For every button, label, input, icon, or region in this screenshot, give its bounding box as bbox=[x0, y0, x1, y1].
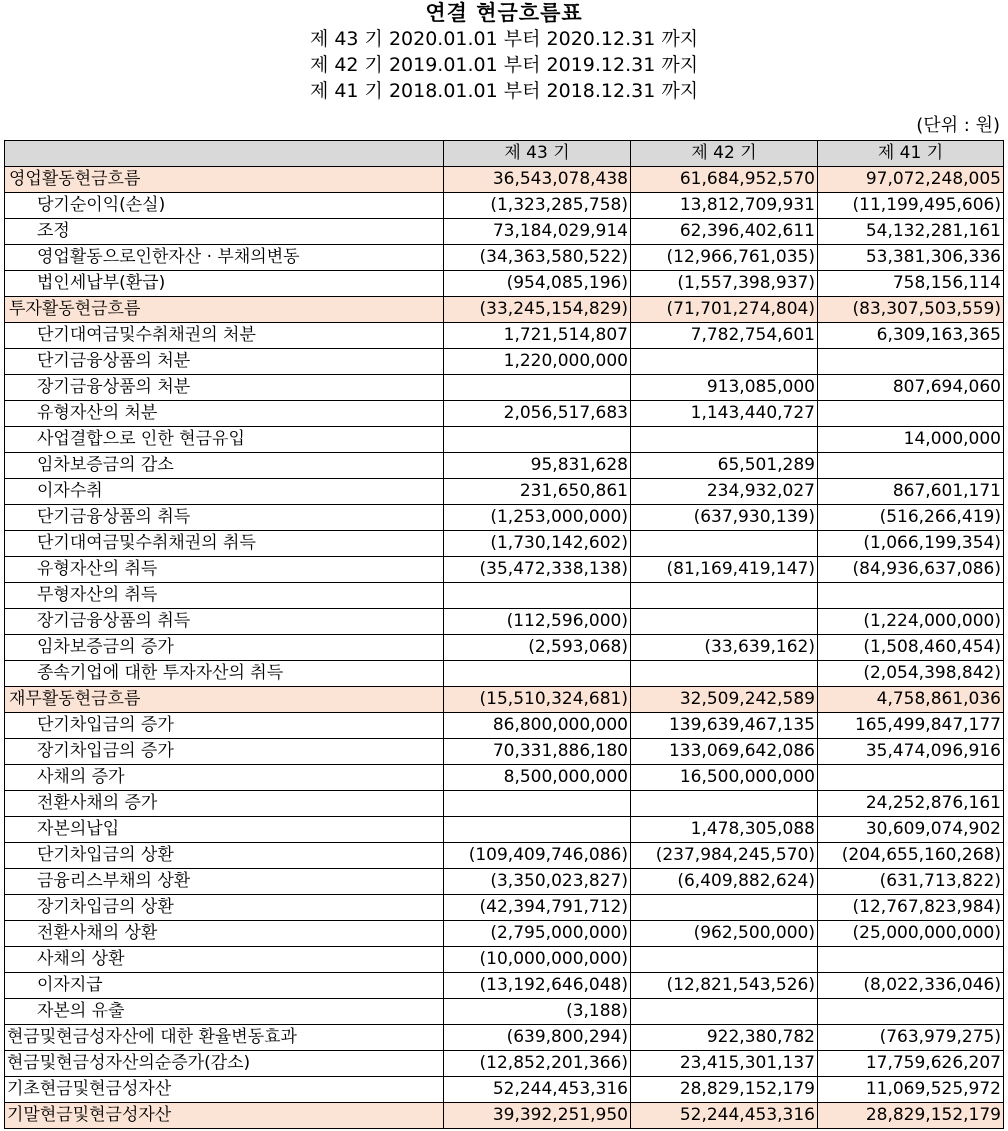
value-cell-43: 70,331,886,180 bbox=[444, 739, 631, 765]
value-cell-43: (639,800,294) bbox=[444, 1025, 631, 1051]
value-cell-41: 28,829,152,179 bbox=[818, 1103, 1004, 1129]
header-period-41: 제 41 기 bbox=[818, 141, 1004, 167]
table-row bbox=[5, 713, 1004, 739]
row-label: 장기금융상품의 처분 bbox=[5, 375, 444, 401]
cash-flow-table bbox=[4, 140, 1004, 1129]
period-line-43: 제 43 기 2020.01.01 부터 2020.12.31 까지 bbox=[309, 28, 699, 50]
row-label: 임차보증금의 감소 bbox=[5, 453, 444, 479]
value-cell-41: 807,694,060 bbox=[818, 375, 1004, 401]
value-cell-42: 16,500,000,000 bbox=[631, 765, 818, 791]
row-label: 장기차입금의 증가 bbox=[5, 739, 444, 765]
value-cell-42 bbox=[631, 531, 818, 557]
value-cell-41: 30,609,074,902 bbox=[818, 817, 1004, 843]
table-row bbox=[5, 973, 1004, 999]
value-cell-42: 234,932,027 bbox=[631, 479, 818, 505]
row-label: 투자활동현금흐름 bbox=[5, 297, 444, 323]
value-cell-42: 1,143,440,727 bbox=[631, 401, 818, 427]
table-row bbox=[5, 505, 1004, 531]
value-cell-43: (1,253,000,000) bbox=[444, 505, 631, 531]
value-cell-43: 8,500,000,000 bbox=[444, 765, 631, 791]
value-cell-41: (1,224,000,000) bbox=[818, 609, 1004, 635]
table-row bbox=[5, 297, 1004, 323]
value-cell-41 bbox=[818, 401, 1004, 427]
value-cell-41: 53,381,306,336 bbox=[818, 245, 1004, 271]
row-label: 단기차입금의 증가 bbox=[5, 713, 444, 739]
table-row bbox=[5, 609, 1004, 635]
value-cell-42 bbox=[631, 999, 818, 1025]
row-label: 사채의 상환 bbox=[5, 947, 444, 973]
value-cell-41: (83,307,503,559) bbox=[818, 297, 1004, 323]
value-cell-43 bbox=[444, 817, 631, 843]
statement-header bbox=[0, 0, 1008, 104]
table-row bbox=[5, 999, 1004, 1025]
value-cell-41 bbox=[818, 765, 1004, 791]
row-label: 유형자산의 취득 bbox=[5, 557, 444, 583]
value-cell-42: (6,409,882,624) bbox=[631, 869, 818, 895]
row-label: 법인세납부(환급) bbox=[5, 271, 444, 297]
table-row bbox=[5, 349, 1004, 375]
row-label: 영업활동현금흐름 bbox=[5, 167, 444, 193]
value-cell-42 bbox=[631, 427, 818, 453]
row-label: 무형자산의 취득 bbox=[5, 583, 444, 609]
row-label: 사채의 증가 bbox=[5, 765, 444, 791]
value-cell-41: (763,979,275) bbox=[818, 1025, 1004, 1051]
value-cell-43: (1,323,285,758) bbox=[444, 193, 631, 219]
value-cell-41: 14,000,000 bbox=[818, 427, 1004, 453]
value-cell-42: 13,812,709,931 bbox=[631, 193, 818, 219]
value-cell-41 bbox=[818, 583, 1004, 609]
value-cell-42: (81,169,419,147) bbox=[631, 557, 818, 583]
value-cell-43: (2,593,068) bbox=[444, 635, 631, 661]
value-cell-41: (516,266,419) bbox=[818, 505, 1004, 531]
value-cell-41 bbox=[818, 453, 1004, 479]
value-cell-43: 73,184,029,914 bbox=[444, 219, 631, 245]
table-row bbox=[5, 323, 1004, 349]
row-label: 종속기업에 대한 투자자산의 취득 bbox=[5, 661, 444, 687]
row-label: 이자수취 bbox=[5, 479, 444, 505]
value-cell-43: (13,192,646,048) bbox=[444, 973, 631, 999]
row-label: 현금및현금성자산의순증가(감소) bbox=[5, 1051, 444, 1077]
value-cell-42: (12,966,761,035) bbox=[631, 245, 818, 271]
value-cell-42 bbox=[631, 349, 818, 375]
table-row bbox=[5, 1051, 1004, 1077]
value-cell-43: (112,596,000) bbox=[444, 609, 631, 635]
row-label: 사업결합으로 인한 현금유입 bbox=[5, 427, 444, 453]
period-line-42: 제 42 기 2019.01.01 부터 2019.12.31 까지 bbox=[309, 54, 699, 76]
row-label: 현금및현금성자산에 대한 환율변동효과 bbox=[5, 1025, 444, 1051]
table-row bbox=[5, 1025, 1004, 1051]
value-cell-42: 922,380,782 bbox=[631, 1025, 818, 1051]
value-cell-42: 913,085,000 bbox=[631, 375, 818, 401]
value-cell-42: 133,069,642,086 bbox=[631, 739, 818, 765]
value-cell-41: (25,000,000,000) bbox=[818, 921, 1004, 947]
row-label: 조정 bbox=[5, 219, 444, 245]
value-cell-42: (33,639,162) bbox=[631, 635, 818, 661]
value-cell-41: (84,936,637,086) bbox=[818, 557, 1004, 583]
row-label: 단기대여금및수취채권의 취득 bbox=[5, 531, 444, 557]
row-label: 당기순이익(손실) bbox=[5, 193, 444, 219]
table-row bbox=[5, 167, 1004, 193]
value-cell-41: (12,767,823,984) bbox=[818, 895, 1004, 921]
value-cell-41: 54,132,281,161 bbox=[818, 219, 1004, 245]
table-row bbox=[5, 479, 1004, 505]
row-label: 자본의납입 bbox=[5, 817, 444, 843]
value-cell-43: (2,795,000,000) bbox=[444, 921, 631, 947]
row-label: 기초현금및현금성자산 bbox=[5, 1077, 444, 1103]
table-row bbox=[5, 1103, 1004, 1129]
row-label: 이자지급 bbox=[5, 973, 444, 999]
value-cell-42: 61,684,952,570 bbox=[631, 167, 818, 193]
value-cell-41: 4,758,861,036 bbox=[818, 687, 1004, 713]
table-row bbox=[5, 843, 1004, 869]
value-cell-43 bbox=[444, 583, 631, 609]
value-cell-42: (237,984,245,570) bbox=[631, 843, 818, 869]
value-cell-42: 28,829,152,179 bbox=[631, 1077, 818, 1103]
table-row bbox=[5, 583, 1004, 609]
value-cell-42: (637,930,139) bbox=[631, 505, 818, 531]
table-row bbox=[5, 817, 1004, 843]
value-cell-42 bbox=[631, 583, 818, 609]
value-cell-43: (3,188) bbox=[444, 999, 631, 1025]
value-cell-42: 139,639,467,135 bbox=[631, 713, 818, 739]
value-cell-42: 65,501,289 bbox=[631, 453, 818, 479]
table-row bbox=[5, 557, 1004, 583]
value-cell-41: 35,474,096,916 bbox=[818, 739, 1004, 765]
value-cell-41: 6,309,163,365 bbox=[818, 323, 1004, 349]
value-cell-41: 17,759,626,207 bbox=[818, 1051, 1004, 1077]
value-cell-42: 52,244,453,316 bbox=[631, 1103, 818, 1129]
value-cell-41: 165,499,847,177 bbox=[818, 713, 1004, 739]
value-cell-43: 39,392,251,950 bbox=[444, 1103, 631, 1129]
header-period-43: 제 43 기 bbox=[444, 141, 631, 167]
value-cell-42: (1,557,398,937) bbox=[631, 271, 818, 297]
row-label: 단기차입금의 상환 bbox=[5, 843, 444, 869]
table-row bbox=[5, 739, 1004, 765]
value-cell-41: (204,655,160,268) bbox=[818, 843, 1004, 869]
value-cell-43: 2,056,517,683 bbox=[444, 401, 631, 427]
value-cell-43: 1,721,514,807 bbox=[444, 323, 631, 349]
value-cell-42: 23,415,301,137 bbox=[631, 1051, 818, 1077]
value-cell-42 bbox=[631, 791, 818, 817]
value-cell-43: (10,000,000,000) bbox=[444, 947, 631, 973]
header-item bbox=[5, 141, 444, 167]
value-cell-41: 11,069,525,972 bbox=[818, 1077, 1004, 1103]
row-label: 기말현금및현금성자산 bbox=[5, 1103, 444, 1129]
value-cell-42 bbox=[631, 947, 818, 973]
value-cell-41: (2,054,398,842) bbox=[818, 661, 1004, 687]
table-row bbox=[5, 219, 1004, 245]
value-cell-41 bbox=[818, 999, 1004, 1025]
row-label: 장기금융상품의 취득 bbox=[5, 609, 444, 635]
value-cell-42 bbox=[631, 609, 818, 635]
value-cell-41: (1,066,199,354) bbox=[818, 531, 1004, 557]
table-row bbox=[5, 271, 1004, 297]
row-label: 금융리스부채의 상환 bbox=[5, 869, 444, 895]
value-cell-43: (3,350,023,827) bbox=[444, 869, 631, 895]
period-line-41: 제 41 기 2018.01.01 부터 2018.12.31 까지 bbox=[309, 80, 699, 102]
value-cell-42: 62,396,402,611 bbox=[631, 219, 818, 245]
value-cell-43 bbox=[444, 427, 631, 453]
value-cell-43: (954,085,196) bbox=[444, 271, 631, 297]
table-row bbox=[5, 531, 1004, 557]
value-cell-43: (1,730,142,602) bbox=[444, 531, 631, 557]
table-row bbox=[5, 895, 1004, 921]
value-cell-41: 97,072,248,005 bbox=[818, 167, 1004, 193]
value-cell-42: (71,701,274,804) bbox=[631, 297, 818, 323]
value-cell-43: (33,245,154,829) bbox=[444, 297, 631, 323]
value-cell-41 bbox=[818, 349, 1004, 375]
statement-title: 연결 현금흐름표 bbox=[425, 1, 583, 25]
value-cell-41: 867,601,171 bbox=[818, 479, 1004, 505]
value-cell-43: 231,650,861 bbox=[444, 479, 631, 505]
table-row bbox=[5, 635, 1004, 661]
table-row bbox=[5, 401, 1004, 427]
value-cell-41 bbox=[818, 947, 1004, 973]
value-cell-41: (11,199,495,606) bbox=[818, 193, 1004, 219]
row-label: 유형자산의 처분 bbox=[5, 401, 444, 427]
value-cell-43: (34,363,580,522) bbox=[444, 245, 631, 271]
value-cell-42: 7,782,754,601 bbox=[631, 323, 818, 349]
value-cell-43: 95,831,628 bbox=[444, 453, 631, 479]
value-cell-43: (109,409,746,086) bbox=[444, 843, 631, 869]
value-cell-42 bbox=[631, 661, 818, 687]
table-row bbox=[5, 453, 1004, 479]
value-cell-43: 36,543,078,438 bbox=[444, 167, 631, 193]
value-cell-41: (1,508,460,454) bbox=[818, 635, 1004, 661]
row-label: 단기금융상품의 처분 bbox=[5, 349, 444, 375]
value-cell-42: (12,821,543,526) bbox=[631, 973, 818, 999]
header-period-42: 제 42 기 bbox=[631, 141, 818, 167]
table-row bbox=[5, 193, 1004, 219]
unit-label: (단위 : 원) bbox=[916, 115, 1000, 136]
value-cell-42: 32,509,242,589 bbox=[631, 687, 818, 713]
table-row bbox=[5, 765, 1004, 791]
value-cell-41: 24,252,876,161 bbox=[818, 791, 1004, 817]
value-cell-43 bbox=[444, 661, 631, 687]
table-row bbox=[5, 375, 1004, 401]
value-cell-43 bbox=[444, 791, 631, 817]
table-row bbox=[5, 921, 1004, 947]
value-cell-43: 52,244,453,316 bbox=[444, 1077, 631, 1103]
row-label: 전환사채의 상환 bbox=[5, 921, 444, 947]
row-label: 단기금융상품의 취득 bbox=[5, 505, 444, 531]
value-cell-42 bbox=[631, 895, 818, 921]
row-label: 재무활동현금흐름 bbox=[5, 687, 444, 713]
row-label: 단기대여금및수취채권의 처분 bbox=[5, 323, 444, 349]
row-label: 임차보증금의 증가 bbox=[5, 635, 444, 661]
row-label: 장기차입금의 상환 bbox=[5, 895, 444, 921]
table-row bbox=[5, 687, 1004, 713]
table-row bbox=[5, 245, 1004, 271]
table-row bbox=[5, 661, 1004, 687]
row-label: 자본의 유출 bbox=[5, 999, 444, 1025]
value-cell-41: 758,156,114 bbox=[818, 271, 1004, 297]
table-row bbox=[5, 869, 1004, 895]
value-cell-41: (631,713,822) bbox=[818, 869, 1004, 895]
value-cell-42: (962,500,000) bbox=[631, 921, 818, 947]
value-cell-43: (42,394,791,712) bbox=[444, 895, 631, 921]
row-label: 영업활동으로인한자산 · 부채의변동 bbox=[5, 245, 444, 271]
value-cell-43: 1,220,000,000 bbox=[444, 349, 631, 375]
table-row bbox=[5, 1077, 1004, 1103]
value-cell-43: (15,510,324,681) bbox=[444, 687, 631, 713]
table-row bbox=[5, 427, 1004, 453]
value-cell-43: 86,800,000,000 bbox=[444, 713, 631, 739]
table-row bbox=[5, 947, 1004, 973]
table-row bbox=[5, 791, 1004, 817]
row-label: 전환사채의 증가 bbox=[5, 791, 444, 817]
value-cell-43: (35,472,338,138) bbox=[444, 557, 631, 583]
value-cell-43 bbox=[444, 375, 631, 401]
value-cell-42: 1,478,305,088 bbox=[631, 817, 818, 843]
value-cell-41: (8,022,336,046) bbox=[818, 973, 1004, 999]
table-header-row bbox=[5, 141, 1004, 167]
value-cell-43: (12,852,201,366) bbox=[444, 1051, 631, 1077]
